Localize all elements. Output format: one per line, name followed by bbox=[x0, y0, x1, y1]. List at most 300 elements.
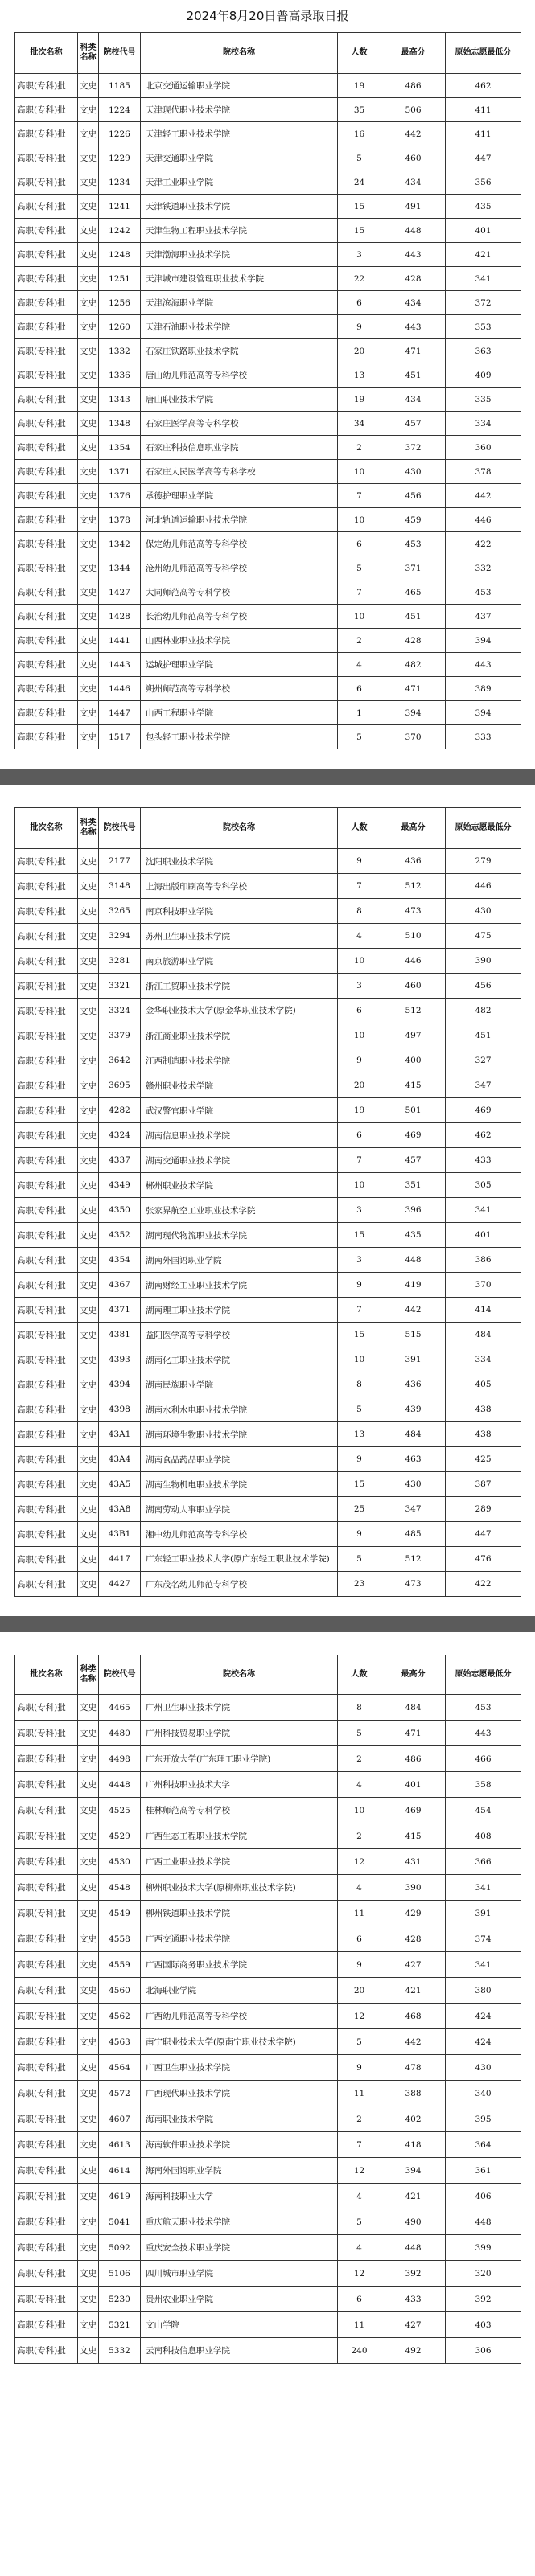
min-score-cell: 335 bbox=[446, 388, 521, 412]
table-section-1 bbox=[14, 32, 521, 749]
table-row bbox=[15, 2184, 521, 2209]
subject-cell: 文史 bbox=[78, 2287, 99, 2312]
subject-cell: 文史 bbox=[78, 2132, 99, 2158]
table-row bbox=[15, 1695, 521, 1721]
code-cell: 4367 bbox=[99, 1273, 141, 1298]
table-row bbox=[15, 1347, 521, 1372]
max-score-cell: 451 bbox=[381, 363, 446, 388]
batch-cell: 高职(专科)批 bbox=[15, 725, 78, 749]
batch-cell: 高职(专科)批 bbox=[15, 999, 78, 1023]
table-row bbox=[15, 388, 521, 412]
max-score-cell: 443 bbox=[381, 315, 446, 339]
min-score-cell: 438 bbox=[446, 1422, 521, 1447]
batch-cell: 高职(专科)批 bbox=[15, 98, 78, 122]
batch-cell: 高职(专科)批 bbox=[15, 1547, 78, 1572]
count-cell: 13 bbox=[338, 363, 381, 388]
min-score-cell: 424 bbox=[446, 2004, 521, 2029]
batch-cell: 高职(专科)批 bbox=[15, 899, 78, 924]
count-cell: 15 bbox=[338, 195, 381, 219]
batch-cell: 高职(专科)批 bbox=[15, 1098, 78, 1123]
code-cell: 4381 bbox=[99, 1323, 141, 1347]
max-score-cell: 372 bbox=[381, 436, 446, 460]
table-row bbox=[15, 74, 521, 98]
school-cell: 湘中幼儿师范高等专科学校 bbox=[141, 1522, 338, 1547]
batch-cell: 高职(专科)批 bbox=[15, 2287, 78, 2312]
count-cell: 22 bbox=[338, 267, 381, 291]
max-score-cell: 471 bbox=[381, 677, 446, 701]
table-row bbox=[15, 1772, 521, 1798]
header-subject: 科类名称 bbox=[78, 1655, 99, 1695]
batch-cell: 高职(专科)批 bbox=[15, 146, 78, 170]
min-score-cell: 392 bbox=[446, 2287, 521, 2312]
batch-cell: 高职(专科)批 bbox=[15, 924, 78, 949]
min-score-cell: 334 bbox=[446, 1347, 521, 1372]
count-cell: 6 bbox=[338, 2287, 381, 2312]
school-cell: 湖南化工职业技术学院 bbox=[141, 1347, 338, 1372]
batch-cell: 高职(专科)批 bbox=[15, 1273, 78, 1298]
min-score-cell: 306 bbox=[446, 2338, 521, 2364]
max-score-cell: 484 bbox=[381, 1422, 446, 1447]
min-score-cell: 363 bbox=[446, 339, 521, 363]
count-cell: 7 bbox=[338, 874, 381, 899]
min-score-cell: 406 bbox=[446, 2184, 521, 2209]
count-cell: 3 bbox=[338, 1198, 381, 1223]
min-score-cell: 341 bbox=[446, 267, 521, 291]
subject-cell: 文史 bbox=[78, 1952, 99, 1978]
school-cell: 湖南民族职业学院 bbox=[141, 1372, 338, 1397]
code-cell: 4619 bbox=[99, 2184, 141, 2209]
max-score-cell: 473 bbox=[381, 899, 446, 924]
code-cell: 4354 bbox=[99, 1248, 141, 1273]
header-batch: 批次名称 bbox=[15, 33, 78, 74]
code-cell: 4393 bbox=[99, 1347, 141, 1372]
max-score-cell: 428 bbox=[381, 629, 446, 653]
batch-cell: 高职(专科)批 bbox=[15, 460, 78, 484]
min-score-cell: 476 bbox=[446, 1547, 521, 1572]
count-cell: 3 bbox=[338, 974, 381, 999]
count-cell: 34 bbox=[338, 412, 381, 436]
code-cell: 1336 bbox=[99, 363, 141, 388]
table-row bbox=[15, 1926, 521, 1952]
min-score-cell: 422 bbox=[446, 532, 521, 556]
min-score-cell: 320 bbox=[446, 2261, 521, 2287]
code-cell: 4417 bbox=[99, 1547, 141, 1572]
count-cell: 10 bbox=[338, 460, 381, 484]
school-cell: 湖南食品药品职业学院 bbox=[141, 1447, 338, 1472]
max-score-cell: 419 bbox=[381, 1273, 446, 1298]
min-score-cell: 442 bbox=[446, 484, 521, 508]
subject-cell: 文史 bbox=[78, 74, 99, 98]
subject-cell: 文史 bbox=[78, 1223, 99, 1248]
count-cell: 6 bbox=[338, 677, 381, 701]
subject-cell: 文史 bbox=[78, 2312, 99, 2338]
subject-cell: 文史 bbox=[78, 1746, 99, 1772]
school-cell: 湖南财经工业职业技术学院 bbox=[141, 1273, 338, 1298]
subject-cell: 文史 bbox=[78, 1875, 99, 1901]
school-cell: 朔州师范高等专科学校 bbox=[141, 677, 338, 701]
code-cell: 1226 bbox=[99, 122, 141, 146]
school-cell: 石家庄铁路职业技术学院 bbox=[141, 339, 338, 363]
table-row bbox=[15, 2338, 521, 2364]
school-cell: 石家庄科技信息职业学院 bbox=[141, 436, 338, 460]
table-row bbox=[15, 1422, 521, 1447]
subject-cell: 文史 bbox=[78, 2029, 99, 2055]
batch-cell: 高职(专科)批 bbox=[15, 556, 78, 580]
code-cell: 3695 bbox=[99, 1073, 141, 1098]
table-row bbox=[15, 1198, 521, 1223]
max-score-cell: 459 bbox=[381, 508, 446, 532]
count-cell: 5 bbox=[338, 1397, 381, 1422]
table-row bbox=[15, 1223, 521, 1248]
school-cell: 石家庄人民医学高等专科学校 bbox=[141, 460, 338, 484]
code-cell: 4607 bbox=[99, 2106, 141, 2132]
table-row bbox=[15, 267, 521, 291]
min-score-cell: 401 bbox=[446, 1223, 521, 1248]
subject-cell: 文史 bbox=[78, 1901, 99, 1926]
max-score-cell: 429 bbox=[381, 1901, 446, 1926]
school-cell: 南京旅游职业学院 bbox=[141, 949, 338, 974]
school-cell: 广西交通职业技术学院 bbox=[141, 1926, 338, 1952]
table-row bbox=[15, 1522, 521, 1547]
batch-cell: 高职(专科)批 bbox=[15, 1248, 78, 1273]
subject-cell: 文史 bbox=[78, 412, 99, 436]
max-score-cell: 439 bbox=[381, 1397, 446, 1422]
code-cell: 1354 bbox=[99, 436, 141, 460]
batch-cell: 高职(专科)批 bbox=[15, 1978, 78, 2004]
subject-cell: 文史 bbox=[78, 999, 99, 1023]
batch-cell: 高职(专科)批 bbox=[15, 629, 78, 653]
min-score-cell: 389 bbox=[446, 677, 521, 701]
table-row bbox=[15, 1397, 521, 1422]
max-score-cell: 415 bbox=[381, 1823, 446, 1849]
subject-cell: 文史 bbox=[78, 1472, 99, 1497]
header-max: 最高分 bbox=[381, 808, 446, 849]
table-section-2 bbox=[14, 807, 521, 1597]
table-row bbox=[15, 1447, 521, 1472]
subject-cell: 文史 bbox=[78, 122, 99, 146]
min-score-cell: 360 bbox=[446, 436, 521, 460]
school-cell: 广西国际商务职业技术学院 bbox=[141, 1952, 338, 1978]
school-cell: 唐山幼儿师范高等专科学校 bbox=[141, 363, 338, 388]
min-score-cell: 435 bbox=[446, 195, 521, 219]
count-cell: 9 bbox=[338, 1952, 381, 1978]
school-cell: 天津工业职业学院 bbox=[141, 170, 338, 195]
count-cell: 9 bbox=[338, 2055, 381, 2081]
batch-cell: 高职(专科)批 bbox=[15, 1347, 78, 1372]
table-row bbox=[15, 1298, 521, 1323]
batch-cell: 高职(专科)批 bbox=[15, 949, 78, 974]
table-row bbox=[15, 122, 521, 146]
min-score-cell: 408 bbox=[446, 1823, 521, 1849]
table-row bbox=[15, 1073, 521, 1098]
subject-cell: 文史 bbox=[78, 2261, 99, 2287]
table-row bbox=[15, 1023, 521, 1048]
count-cell: 12 bbox=[338, 2004, 381, 2029]
table-row bbox=[15, 98, 521, 122]
subject-cell: 文史 bbox=[78, 1926, 99, 1952]
code-cell: 5230 bbox=[99, 2287, 141, 2312]
max-score-cell: 430 bbox=[381, 460, 446, 484]
table-row bbox=[15, 1173, 521, 1198]
batch-cell: 高职(专科)批 bbox=[15, 1746, 78, 1772]
max-score-cell: 400 bbox=[381, 1048, 446, 1073]
subject-cell: 文史 bbox=[78, 580, 99, 605]
batch-cell: 高职(专科)批 bbox=[15, 1397, 78, 1422]
code-cell: 1344 bbox=[99, 556, 141, 580]
min-score-cell: 438 bbox=[446, 1397, 521, 1422]
count-cell: 35 bbox=[338, 98, 381, 122]
table-row bbox=[15, 2004, 521, 2029]
batch-cell: 高职(专科)批 bbox=[15, 532, 78, 556]
min-score-cell: 414 bbox=[446, 1298, 521, 1323]
min-score-cell: 403 bbox=[446, 2312, 521, 2338]
subject-cell: 文史 bbox=[78, 1248, 99, 1273]
subject-cell: 文史 bbox=[78, 2235, 99, 2261]
school-cell: 广东轻工职业技术大学(原广东轻工职业技术学院) bbox=[141, 1547, 338, 1572]
max-score-cell: 351 bbox=[381, 1173, 446, 1198]
table-row bbox=[15, 1323, 521, 1347]
count-cell: 240 bbox=[338, 2338, 381, 2364]
batch-cell: 高职(专科)批 bbox=[15, 267, 78, 291]
count-cell: 11 bbox=[338, 2081, 381, 2106]
count-cell: 10 bbox=[338, 949, 381, 974]
school-cell: 湖南理工职业技术学院 bbox=[141, 1298, 338, 1323]
table-row bbox=[15, 1952, 521, 1978]
min-score-cell: 341 bbox=[446, 1875, 521, 1901]
batch-cell: 高职(专科)批 bbox=[15, 2029, 78, 2055]
table-body bbox=[15, 74, 521, 749]
code-cell: 1234 bbox=[99, 170, 141, 195]
count-cell: 3 bbox=[338, 1248, 381, 1273]
batch-cell: 高职(专科)批 bbox=[15, 484, 78, 508]
header-min: 原始志愿最低分 bbox=[446, 808, 521, 849]
code-cell: 4427 bbox=[99, 1572, 141, 1597]
max-score-cell: 492 bbox=[381, 2338, 446, 2364]
school-cell: 浙江商业职业技术学院 bbox=[141, 1023, 338, 1048]
code-cell: 4498 bbox=[99, 1746, 141, 1772]
code-cell: 1242 bbox=[99, 219, 141, 243]
count-cell: 15 bbox=[338, 1223, 381, 1248]
code-cell: 4448 bbox=[99, 1772, 141, 1798]
max-score-cell: 370 bbox=[381, 725, 446, 749]
header-subject: 科类名称 bbox=[78, 33, 99, 74]
count-cell: 12 bbox=[338, 2261, 381, 2287]
batch-cell: 高职(专科)批 bbox=[15, 653, 78, 677]
max-score-cell: 421 bbox=[381, 1978, 446, 2004]
school-cell: 广西幼儿师范高等专科学校 bbox=[141, 2004, 338, 2029]
batch-cell: 高职(专科)批 bbox=[15, 1023, 78, 1048]
subject-cell: 文史 bbox=[78, 1721, 99, 1746]
school-cell: 郴州职业技术学院 bbox=[141, 1173, 338, 1198]
count-cell: 10 bbox=[338, 1798, 381, 1823]
header-school: 院校名称 bbox=[141, 1655, 338, 1695]
count-cell: 2 bbox=[338, 1823, 381, 1849]
subject-cell: 文史 bbox=[78, 605, 99, 629]
code-cell: 43A4 bbox=[99, 1447, 141, 1472]
batch-cell: 高职(专科)批 bbox=[15, 1823, 78, 1849]
max-score-cell: 434 bbox=[381, 388, 446, 412]
subject-cell: 文史 bbox=[78, 949, 99, 974]
max-score-cell: 451 bbox=[381, 605, 446, 629]
code-cell: 1248 bbox=[99, 243, 141, 267]
school-cell: 山西工程职业学院 bbox=[141, 701, 338, 725]
table-row bbox=[15, 605, 521, 629]
code-cell: 1441 bbox=[99, 629, 141, 653]
table-row bbox=[15, 1273, 521, 1298]
batch-cell: 高职(专科)批 bbox=[15, 1447, 78, 1472]
count-cell: 8 bbox=[338, 1695, 381, 1721]
school-cell: 广州卫生职业技术学院 bbox=[141, 1695, 338, 1721]
school-cell: 文山学院 bbox=[141, 2312, 338, 2338]
min-score-cell: 405 bbox=[446, 1372, 521, 1397]
code-cell: 4282 bbox=[99, 1098, 141, 1123]
min-score-cell: 356 bbox=[446, 170, 521, 195]
school-cell: 天津滨海职业学院 bbox=[141, 291, 338, 315]
code-cell: 5041 bbox=[99, 2209, 141, 2235]
max-score-cell: 486 bbox=[381, 74, 446, 98]
max-score-cell: 436 bbox=[381, 1372, 446, 1397]
subject-cell: 文史 bbox=[78, 219, 99, 243]
code-cell: 4563 bbox=[99, 2029, 141, 2055]
code-cell: 4562 bbox=[99, 2004, 141, 2029]
min-score-cell: 409 bbox=[446, 363, 521, 388]
min-score-cell: 361 bbox=[446, 2158, 521, 2184]
max-score-cell: 347 bbox=[381, 1497, 446, 1522]
batch-cell: 高职(专科)批 bbox=[15, 74, 78, 98]
min-score-cell: 334 bbox=[446, 412, 521, 436]
max-score-cell: 460 bbox=[381, 146, 446, 170]
table-row bbox=[15, 629, 521, 653]
header-count: 人数 bbox=[338, 808, 381, 849]
code-cell: 4324 bbox=[99, 1123, 141, 1148]
batch-cell: 高职(专科)批 bbox=[15, 1497, 78, 1522]
max-score-cell: 469 bbox=[381, 1798, 446, 1823]
header-count: 人数 bbox=[338, 1655, 381, 1695]
table-row bbox=[15, 532, 521, 556]
school-cell: 赣州职业技术学院 bbox=[141, 1073, 338, 1098]
batch-cell: 高职(专科)批 bbox=[15, 2055, 78, 2081]
max-score-cell: 465 bbox=[381, 580, 446, 605]
school-cell: 海南外国语职业学院 bbox=[141, 2158, 338, 2184]
table-row bbox=[15, 1572, 521, 1597]
subject-cell: 文史 bbox=[78, 1823, 99, 1849]
table-row bbox=[15, 556, 521, 580]
subject-cell: 文史 bbox=[78, 2209, 99, 2235]
count-cell: 5 bbox=[338, 2209, 381, 2235]
subject-cell: 文史 bbox=[78, 2106, 99, 2132]
code-cell: 2177 bbox=[99, 849, 141, 874]
school-cell: 包头轻工职业技术学院 bbox=[141, 725, 338, 749]
code-cell: 1517 bbox=[99, 725, 141, 749]
table-row bbox=[15, 725, 521, 749]
table-row bbox=[15, 2081, 521, 2106]
subject-cell: 文史 bbox=[78, 1978, 99, 2004]
table-row bbox=[15, 460, 521, 484]
school-cell: 湖南水利水电职业技术学院 bbox=[141, 1397, 338, 1422]
subject-cell: 文史 bbox=[78, 243, 99, 267]
school-cell: 柳州职业技术大学(原柳州职业技术学院) bbox=[141, 1875, 338, 1901]
code-cell: 4572 bbox=[99, 2081, 141, 2106]
school-cell: 浙江工贸职业技术学院 bbox=[141, 974, 338, 999]
code-cell: 1376 bbox=[99, 484, 141, 508]
batch-cell: 高职(专科)批 bbox=[15, 170, 78, 195]
code-cell: 4548 bbox=[99, 1875, 141, 1901]
count-cell: 4 bbox=[338, 1875, 381, 1901]
max-score-cell: 443 bbox=[381, 243, 446, 267]
subject-cell: 文史 bbox=[78, 1695, 99, 1721]
min-score-cell: 448 bbox=[446, 2209, 521, 2235]
min-score-cell: 386 bbox=[446, 1248, 521, 1273]
code-cell: 4337 bbox=[99, 1148, 141, 1173]
batch-cell: 高职(专科)批 bbox=[15, 2235, 78, 2261]
min-score-cell: 447 bbox=[446, 1522, 521, 1547]
batch-cell: 高职(专科)批 bbox=[15, 2004, 78, 2029]
code-cell: 4349 bbox=[99, 1173, 141, 1198]
max-score-cell: 457 bbox=[381, 1148, 446, 1173]
table-row bbox=[15, 339, 521, 363]
min-score-cell: 327 bbox=[446, 1048, 521, 1073]
min-score-cell: 372 bbox=[446, 291, 521, 315]
school-cell: 张家界航空工业职业技术学院 bbox=[141, 1198, 338, 1223]
max-score-cell: 401 bbox=[381, 1772, 446, 1798]
max-score-cell: 506 bbox=[381, 98, 446, 122]
min-score-cell: 453 bbox=[446, 1695, 521, 1721]
header-school: 院校名称 bbox=[141, 33, 338, 74]
batch-cell: 高职(专科)批 bbox=[15, 605, 78, 629]
count-cell: 6 bbox=[338, 1926, 381, 1952]
code-cell: 43A8 bbox=[99, 1497, 141, 1522]
batch-cell: 高职(专科)批 bbox=[15, 1522, 78, 1547]
min-score-cell: 380 bbox=[446, 1978, 521, 2004]
table-body bbox=[15, 849, 521, 1597]
count-cell: 8 bbox=[338, 899, 381, 924]
batch-cell: 高职(专科)批 bbox=[15, 1372, 78, 1397]
count-cell: 7 bbox=[338, 2132, 381, 2158]
max-score-cell: 460 bbox=[381, 974, 446, 999]
table-row bbox=[15, 2106, 521, 2132]
max-score-cell: 421 bbox=[381, 2184, 446, 2209]
count-cell: 10 bbox=[338, 1023, 381, 1048]
subject-cell: 文史 bbox=[78, 339, 99, 363]
min-score-cell: 333 bbox=[446, 725, 521, 749]
min-score-cell: 399 bbox=[446, 2235, 521, 2261]
header-subject: 科类名称 bbox=[78, 808, 99, 849]
min-score-cell: 394 bbox=[446, 701, 521, 725]
code-cell: 1427 bbox=[99, 580, 141, 605]
table-row bbox=[15, 1746, 521, 1772]
count-cell: 15 bbox=[338, 219, 381, 243]
subject-cell: 文史 bbox=[78, 1849, 99, 1875]
count-cell: 23 bbox=[338, 1572, 381, 1597]
school-cell: 天津现代职业技术学院 bbox=[141, 98, 338, 122]
min-score-cell: 446 bbox=[446, 874, 521, 899]
table-row bbox=[15, 2029, 521, 2055]
count-cell: 3 bbox=[338, 243, 381, 267]
code-cell: 43A1 bbox=[99, 1422, 141, 1447]
count-cell: 20 bbox=[338, 1978, 381, 2004]
subject-cell: 文史 bbox=[78, 436, 99, 460]
table-row bbox=[15, 1472, 521, 1497]
max-score-cell: 501 bbox=[381, 1098, 446, 1123]
max-score-cell: 428 bbox=[381, 1926, 446, 1952]
max-score-cell: 418 bbox=[381, 2132, 446, 2158]
code-cell: 1342 bbox=[99, 532, 141, 556]
batch-cell: 高职(专科)批 bbox=[15, 388, 78, 412]
count-cell: 9 bbox=[338, 315, 381, 339]
table-row bbox=[15, 2235, 521, 2261]
table-row bbox=[15, 1123, 521, 1148]
header-batch: 批次名称 bbox=[15, 1655, 78, 1695]
